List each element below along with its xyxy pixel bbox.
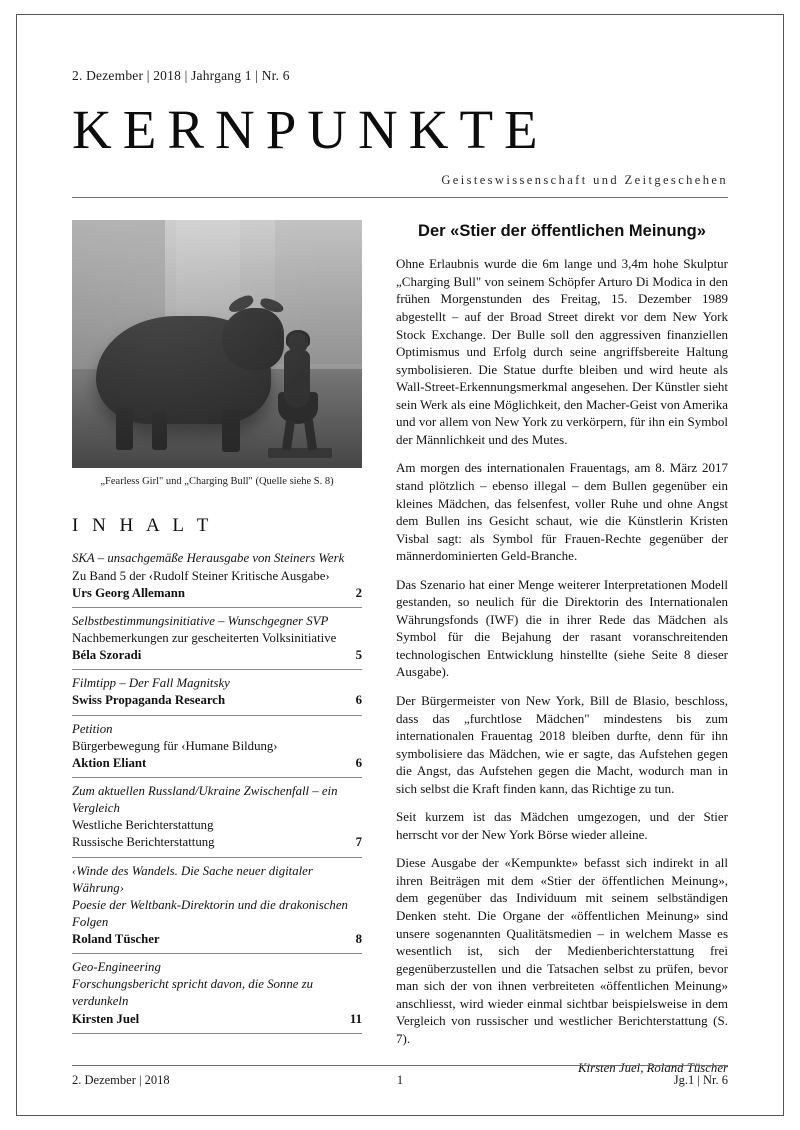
article-paragraph: Diese Ausgabe der «Kempunkte» befasst sich indirekt in all ihren Beiträgen mit dem «Stier der öffentlichen Meinung», dem gegenüber das Individuum mit seinem selbständigen Denken steht. Die Organe der «öffentlichen Meinung» sind unsere sogenannten Qualitätsmedien – in welchem Masse es wesentlich ist, sich der Medienberichterstattung frei gegenüberzustellen und die Tatsachen selbst zu prüfen, bevor man sich der von ihnen verbreiteten «öffentlichen Meinung» anschliesst, wird wieder einmal sichtbar beispielsweise in dem Vergleich von russischer und westlicher Berichterstattung (S. 7). (396, 855, 728, 1046)
article-title: Der «Stier der öffentlichen Meinung» (418, 222, 706, 241)
toc-entry-page: 6 (355, 755, 362, 770)
toc-entry-subtitle: Bürgerbewegung für ‹Humane Bildung› (72, 738, 278, 753)
toc-entry-page: 8 (355, 932, 362, 947)
article-paragraph: Am morgen des internationalen Frauentags, am 8. März 2017 stand plötzlich – ebenso illegal – dem Bullen gegenüber ein kleines Mädchen, das felsenfest, voller Ruhe und ohne Angst dem Bullen ins Gesicht schaut, wie die Künstlerin Kristen Visbal sagt: als Symbol für Frauen-Rechte gegenüber der männerdominierten Geld-Branche. (396, 460, 728, 564)
toc-entry-author: Roland Tüscher (72, 932, 160, 947)
toc-entry-page: 5 (355, 648, 362, 663)
toc-entry-title: ‹Winde des Wandels. Die Sache neuer digitaler Währung› (72, 863, 313, 895)
toc-entry-author: Béla Szoradi (72, 648, 142, 663)
list-item[interactable] (72, 670, 362, 715)
left-column (72, 220, 362, 1033)
toc-entry-title: Zum aktuellen Russland/Ukraine Zwischenfall – ein Vergleich (72, 783, 338, 816)
toc-entry-page: 6 (355, 693, 362, 708)
footer-page-number: 1 (396, 1073, 404, 1087)
right-column (396, 220, 728, 1076)
toc-entry-subtitle: Westliche Berichterstattung (72, 818, 214, 833)
list-item[interactable] (72, 778, 362, 858)
toc-entry-author: Kirsten Juel (72, 1011, 140, 1026)
toc-entry-title: Geo-Engineering (72, 960, 161, 975)
article-paragraph: Das Szenario hat einer Menge weiterer Interpretationen Modell gestanden, so neulich für die Direktorin des Internationalen Währungsfonds (IWF) die in ihrer Rede das Mädchen als Symbol für die Bejahung der rasant voranschreitenden technologischen Entwicklung hinstellte (siehe Seite 8 dieser Ausgabe). (396, 576, 728, 680)
toc-entry-subtitle: Nachbemerkungen zur gescheiterten Volksinitiative (72, 630, 337, 645)
photo-block (72, 220, 362, 487)
toc-entry-author: Swiss Propaganda Research (72, 693, 226, 708)
toc-entry-title: SKA – unsachgemäße Herausgabe von Steiners Werk (72, 551, 345, 566)
toc-heading: I N H A L T (72, 515, 213, 537)
toc-entry-title: Filmtipp – Der Fall Magnitsky (72, 676, 230, 691)
fearless-girl-charging-bull-photo (72, 220, 362, 468)
list-item[interactable] (72, 954, 362, 1034)
page-footer (72, 1065, 728, 1088)
toc-entry-subtitle: Zu Band 5 der ‹Rudolf Steiner Kritische Ausgabe› (72, 568, 330, 583)
list-item[interactable] (72, 545, 362, 607)
two-column-layout (72, 220, 728, 1076)
toc-entry-subtitle: Poesie der Weltbank-Direktorin und die drakonischen Folgen (72, 897, 348, 929)
toc-entry-page: 7 (355, 835, 362, 850)
toc-entry-title: Selbstbestimmungsinitiative – Wunschgegner SVP (72, 613, 329, 628)
masthead-subtitle: Geisteswissenschaft und Zeitgeschehen (441, 173, 728, 188)
page-content (72, 68, 728, 1076)
article-paragraph: Seit kurzem ist das Mädchen umgezogen, und der Stier herrscht vor der New York Börse wieder alleine. (396, 809, 728, 842)
toc-entry-author: Aktion Eliant (72, 755, 147, 770)
toc-entry-subtitle-2: Russische Berichterstattung (72, 835, 215, 850)
photo-caption: „Fearless Girl" und „Charging Bull" (Quelle siehe S. 8) (100, 476, 334, 488)
list-item[interactable] (72, 858, 362, 955)
toc-entry-page: 2 (355, 585, 362, 600)
toc-entry-page: 11 (349, 1011, 362, 1026)
toc-entry-subtitle: Forschungsbericht spricht davon, die Sonne zu verdunkeln (72, 977, 313, 1009)
list-item[interactable] (72, 608, 362, 670)
footer-date: 2. Dezember | 2018 (72, 1073, 170, 1087)
issue-line: 2. Dezember | 2018 | Jahrgang 1 | Nr. 6 (72, 68, 290, 83)
toc-entry-title: Petition (72, 721, 113, 736)
masthead-divider (72, 197, 728, 198)
masthead-title: KERNPUNKTE (72, 99, 549, 160)
article-signature: Kirsten Juel, Roland Tüscher (578, 1061, 728, 1076)
article-paragraph: Ohne Erlaubnis wurde die 6m lange und 3,4m hohe Skulptur „Charging Bull" von seinem Schöpfer Arturo Di Modica in den frühen Morgenstunden des Freitag, 15. Dezember 1989 abgestellt – auf der Broad Street direkt vor dem New York Stock Exchange. Der Bulle soll den aggressiven finanziellen Optimismus und Erfolg durch seine angriffsbereite Haltung symbolisieren. Die Statue durfte bleiben und wird heute als Wall-Street-Erkennungsmerkmal angesehen. Der Künstler sieht sein Werk als eine Möglichkeit, den Macher-Geist von Amerika und vor allem von New York zu verkörpern, für ihn ein Symbol der Männlichkeit und des Mutes. (396, 256, 728, 447)
toc-entry-author: Urs Georg Allemann (72, 585, 186, 600)
list-item[interactable] (72, 716, 362, 778)
photo-overlay (72, 220, 362, 468)
article-paragraph: Der Bürgermeister von New York, Bill de Blasio, beschloss, dass das „furchtlose Mädchen" mindestens bis zum internationalen Frauentag 2018 bleiben durfte, denn für ihn symbolisiere das Mädchen, wie er sagte, das Aufstehen gegen die Angst, das Aufstehen gegen die Macht, wodurch man in sich selbst die Kraft finden kann, das Richtige zu tun. (396, 692, 728, 796)
footer-issue: Jg.1 | Nr. 6 (673, 1073, 728, 1087)
